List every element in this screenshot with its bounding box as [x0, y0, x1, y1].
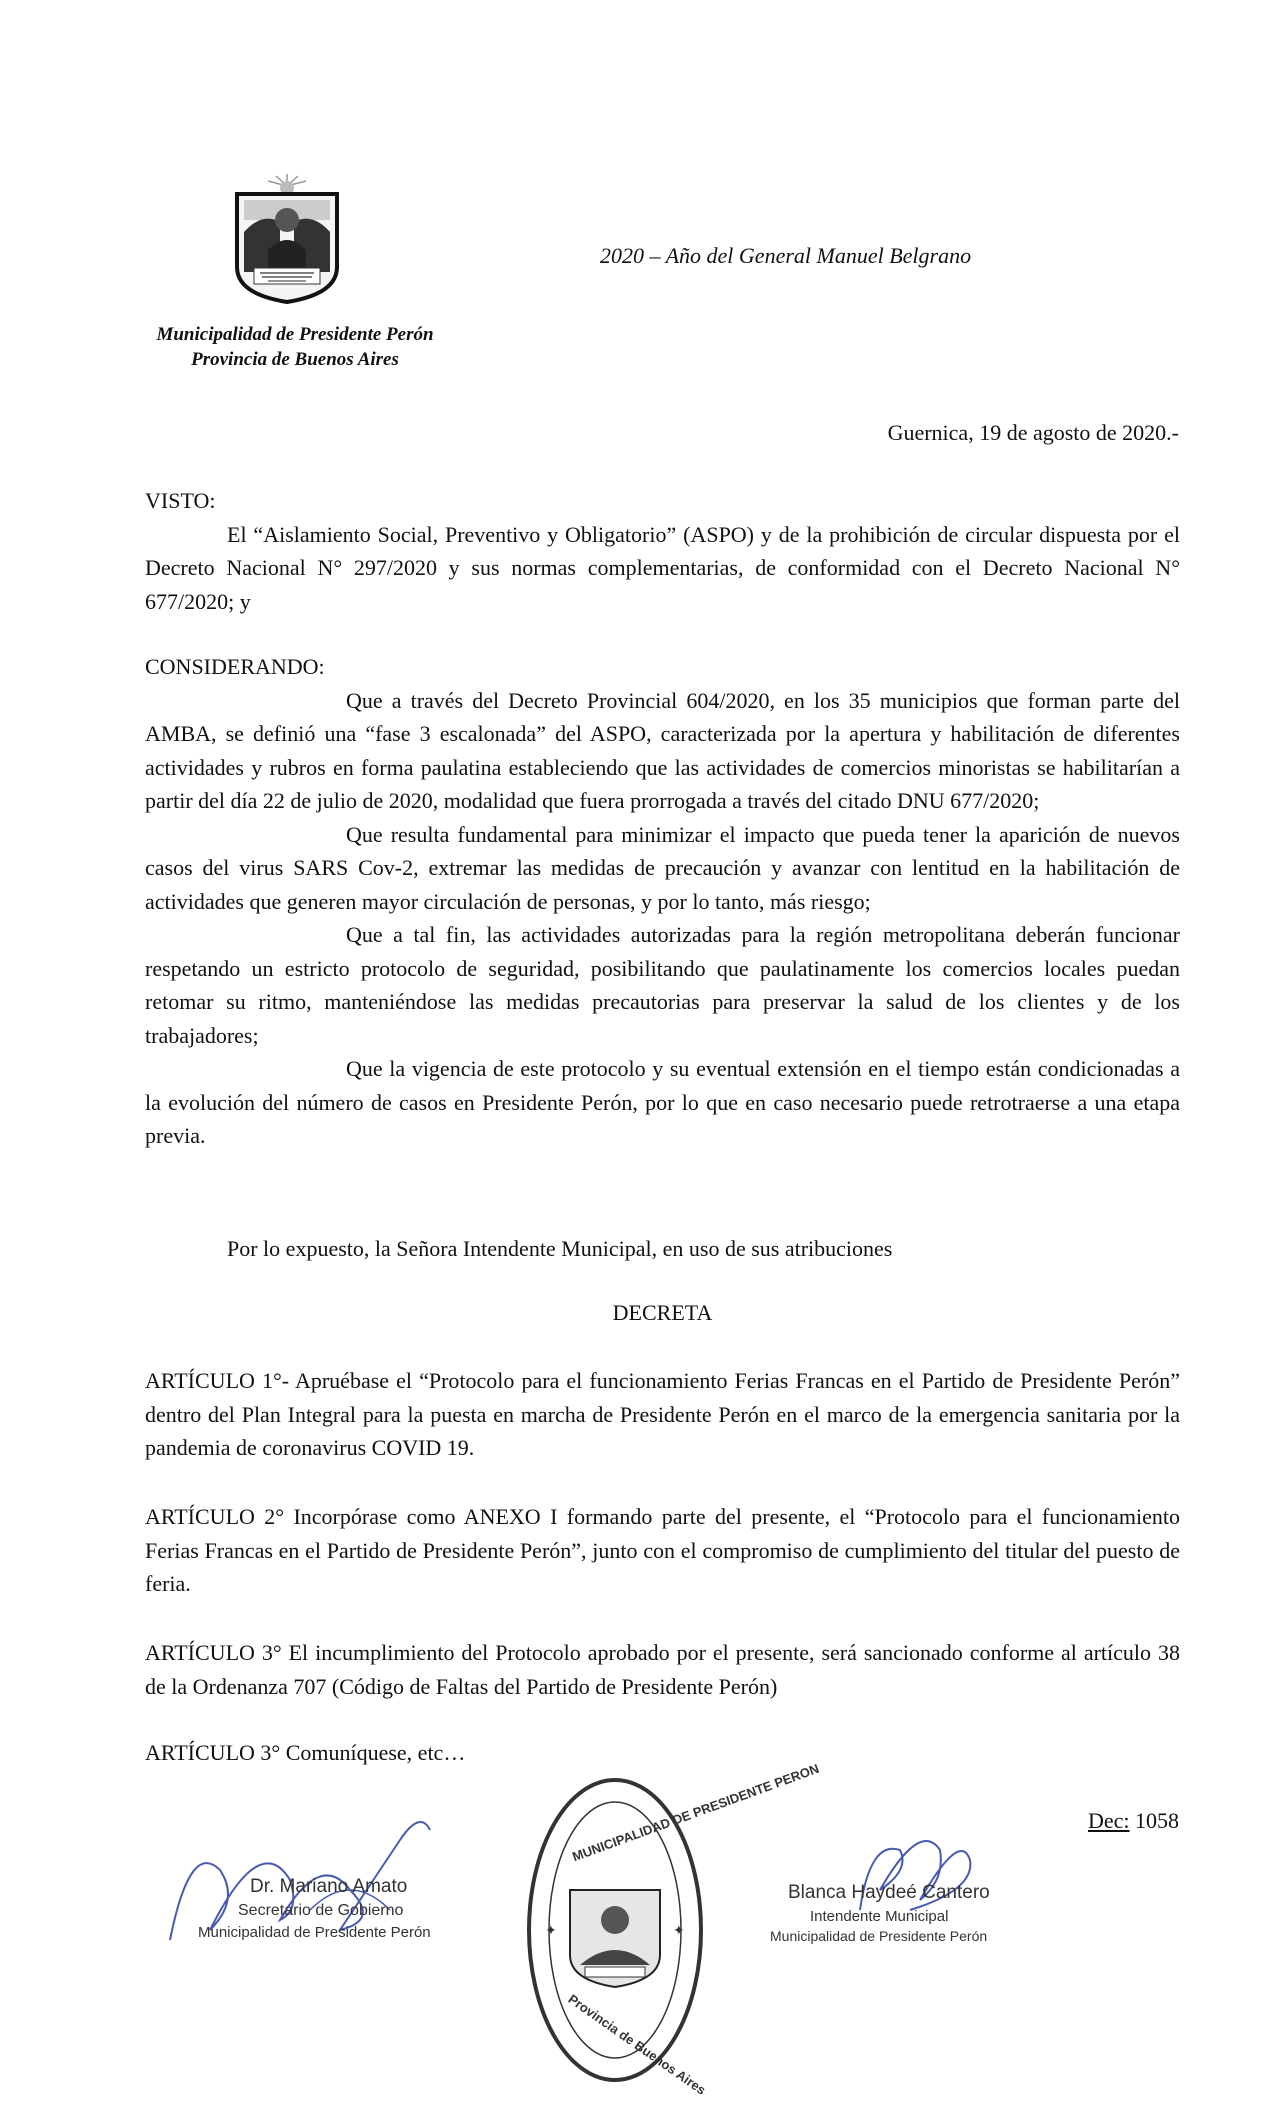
articulo-1: ARTÍCULO 1°- Apruébase el “Protocolo para el funcionamiento Ferias Francas en el Partido de Presidente Perón” dentro del Plan Integral para la puesta en marcha de Presidente Perón en el marco de la emergencia sanitaria por la pandemia de coronavirus COVID 19. [145, 1368, 1180, 1460]
articulo-2: ARTÍCULO 2° Incorpórase como ANEXO I formando parte del presente, el “Protocolo para el funcionamiento Ferias Francas en el Partido de Presidente Perón”, junto con el compromiso de cumplimiento del titular del puesto de feria. [145, 1504, 1180, 1596]
considerando-paragraph: Que a través del Decreto Provincial 604/2020, en los 35 municipios que forman parte del AMBA, se definió una “fase 3 escalonada” del ASPO, caracterizada por la apertura y habilitación de diferentes actividades y rubros en forma paulatina estableciendo que las actividades de comercios minoristas se habilitarían a partir del día 22 de julio de 2020, modalidad que fuera prorrogada a través del citado DNU 677/2020; [145, 687, 1180, 813]
por-lo-expuesto-text: Por lo expuesto, la Señora Intendente Municipal, en uso de sus atribuciones [227, 1236, 893, 1261]
official-stamp [525, 1760, 821, 2098]
municipality-header [145, 322, 445, 372]
visto-section [145, 484, 1180, 618]
decreta-heading: DECRETA [612, 1300, 713, 1325]
stamp-top-text: MUNICIPALIDAD DE PRESIDENTE PERON [570, 1760, 821, 1865]
decree-label: Dec: [1087, 1808, 1130, 1833]
decree-number [1088, 1808, 1179, 1834]
visto-text: El “Aislamiento Social, Preventivo y Obligatorio” (ASPO) y de la prohibición de circular dispuesta por el Decreto Nacional N° 297/2020 y sus normas complementarias, de conformidad con el Decreto Nacional N° 677/2020; y [145, 521, 1180, 614]
signer-right-role: Intendente Municipal [810, 1908, 949, 1925]
decree-value: 1058 [1135, 1808, 1179, 1833]
signer-left-org: Municipalidad de Presidente Perón [198, 1924, 431, 1941]
considerando-paragraph: Que la vigencia de este protocolo y su eventual extensión en el tiempo están condicionadas a la evolución del número de casos en Presidente Perón, por lo que en caso necesario puede retrotraerse a una etapa previa. [145, 1056, 1180, 1148]
date-line: Guernica, 19 de agosto de 2020.- [887, 420, 1179, 445]
articulo-3: ARTÍCULO 3° El incumplimiento del Protocolo aprobado por el presente, será sancionado conforme al artículo 38 de la Ordenanza 707 (Código de Faltas del Partido de Presidente Perón) [145, 1640, 1180, 1699]
considerando-section [145, 650, 1180, 1153]
municipality-name: Municipalidad de Presidente Perón [156, 324, 434, 345]
considerando-paragraph: Que a tal fin, las actividades autorizadas para la región metropolitana deberán funcionar respetando un estricto protocolo de seguridad, posibilitando que paulatinamente los comercios locales puedan retomar su ritmo, manteniéndose las medidas precautorias para preservar la salud de los clientes y de los trabajadores; [145, 922, 1180, 1048]
svg-text:✦: ✦ [545, 1923, 557, 1939]
province-name: Provincia de Buenos Aires [191, 349, 399, 370]
svg-text:✦: ✦ [673, 1923, 685, 1939]
signature-left [150, 1810, 490, 1950]
stamp-bottom-text: Provincia de Buenos Aires [565, 1991, 709, 2098]
signer-left-role: Secretario de Gobierno [238, 1902, 404, 1919]
articulo-4: ARTÍCULO 3° Comuníquese, etc… [145, 1740, 466, 1765]
year-motto: 2020 – Año del General Manuel Belgrano [600, 243, 972, 268]
municipal-logo [232, 172, 342, 304]
por-lo-expuesto [145, 1232, 1180, 1266]
signer-right-org: Municipalidad de Presidente Perón [770, 1928, 988, 1944]
signature-right [770, 1810, 1050, 1944]
signer-left-name: Dr. Mariano Amato [250, 1876, 408, 1897]
considerando-heading: CONSIDERANDO: [145, 654, 325, 679]
considerando-paragraph: Que resulta fundamental para minimizar el impacto que pueda tener la aparición de nuevos casos del virus SARS Cov-2, extremar las medidas de precaución y avanzar con lentitud en la habilitación de actividades que generen mayor circulación de personas, y por lo tanto, más riesgo; [145, 821, 1180, 914]
visto-heading: VISTO: [145, 488, 216, 513]
signer-right-name: Blanca Haydeé Cantero [788, 1882, 990, 1903]
